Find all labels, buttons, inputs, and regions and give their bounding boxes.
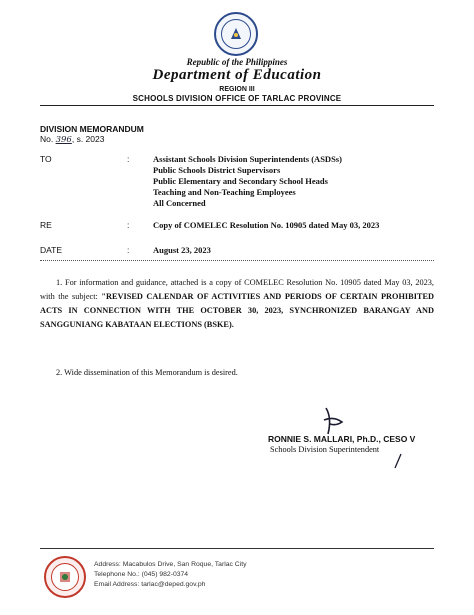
paragraph-1-subject: "REVISED CALENDAR OF ACTIVITIES AND PERIODS OF CERTAIN PROHIBITED ACTS IN CONNECTION WITH THE OCTOBER 30, 2023, SYNCHRONIZED BARANGAY AND SANGGUNIANG KABATAAN ELECTIONS (BSKE). [40,292,434,329]
initial-mark [392,452,404,475]
footer-divider [40,548,434,549]
republic-heading: Republic of the Philippines [186,57,288,67]
body-paragraph-1 [40,276,434,332]
memo-number-suffix: , s. 2023 [71,134,105,144]
recipient-line: Assistant Schools Division Superintendents (ASDSs) [153,154,342,164]
recipient-line: Public Elementary and Secondary School Heads [153,176,328,186]
re-label: RE [40,220,52,230]
recipient-line: Teaching and Non-Teaching Employees [153,187,296,197]
footer-telephone: Telephone No.: (045) 982-0374 [94,571,189,578]
department-heading: Department of Education [152,67,322,83]
memo-number [40,134,104,145]
to-colon: : [127,154,130,164]
body-paragraph-2: 2. Wide dissemination of this Memorandum is desired. [56,368,238,377]
to-recipients [153,154,342,209]
deped-seal-logo [214,12,258,56]
footer-address: Address: Macabulos Drive, San Roque, Tarlac City [94,561,247,568]
memo-title: DIVISION MEMORANDUM [40,124,144,134]
date-divider [40,260,434,261]
memo-number-handwritten: 396 [55,135,72,145]
footer-email: Email Address: tarlac@deped.gov.ph [94,581,206,588]
seal-emblem-icon [221,19,251,49]
to-label: TO [40,154,52,164]
region-heading: REGION III [219,86,255,93]
recipient-line: Public Schools District Supervisors [153,165,281,175]
paragraph-1-intro: 1. For information and guidance, attached is a copy of COMELEC Resolution No. 10905 dated May 03, 2023, with the subject: [40,278,434,301]
recipient-line: All Concerned [153,198,206,208]
division-seal-emblem-icon [51,563,79,591]
date-value: August 23, 2023 [153,245,211,255]
division-seal-logo [44,556,86,598]
division-office-heading: SCHOOLS DIVISION OFFICE OF TARLAC PROVINCE [132,94,342,103]
re-colon: : [127,220,130,230]
memo-number-prefix: No. [40,134,54,144]
date-label: DATE [40,245,63,255]
header-divider [40,105,434,106]
signatory-title: Schools Division Superintendent [270,445,380,454]
re-value: Copy of COMELEC Resolution No. 10905 dated May 03, 2023 [153,220,380,230]
date-colon: : [127,245,130,255]
signatory-name: RONNIE S. MALLARI, Ph.D., CESO V [268,434,416,444]
